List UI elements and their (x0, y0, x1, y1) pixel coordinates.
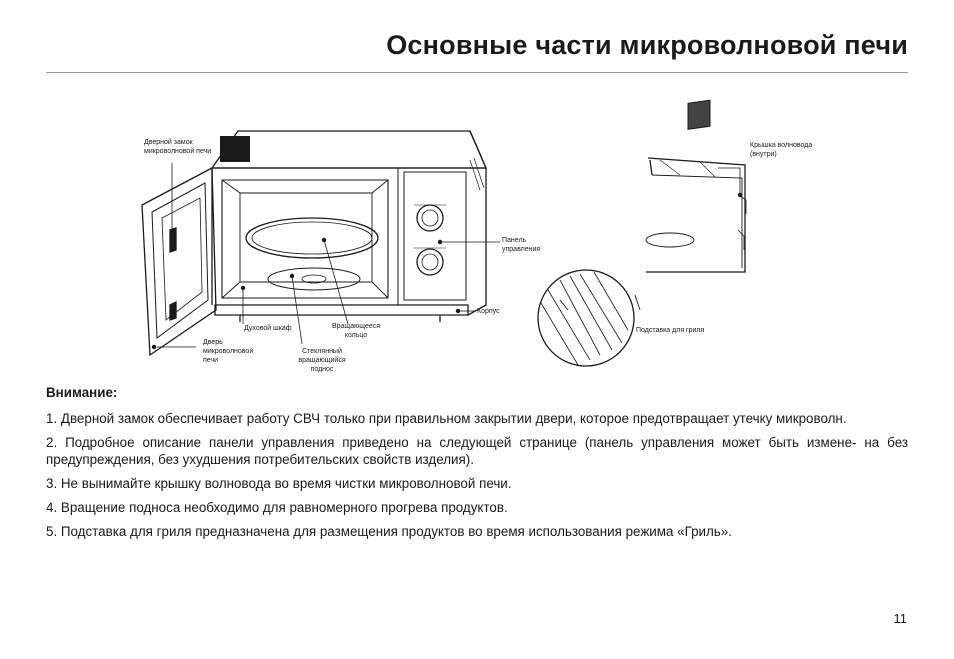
page-title: Основные части микроволновой печи (386, 30, 908, 60)
label-grill-rack: Подставка для гриля (636, 327, 705, 334)
label-cavity: Духовой шкаф (244, 325, 292, 332)
grill-rack-drawing (538, 270, 640, 366)
microwave-body-drawing (142, 131, 486, 355)
note-item: 3. Не вынимайте крышку волновода во время чистки микроволновой печи. (46, 476, 512, 491)
notes-section (46, 384, 908, 547)
label-glass-tray: Стеклянный вращающийся поднос (298, 348, 346, 373)
label-roller-ring: Вращающееся кольцо (331, 323, 381, 339)
notes-heading: Внимание: (46, 385, 118, 400)
label-door: Дверь микроволновой печи (203, 339, 254, 364)
label-waveguide-cover: Крышка волновода (внутри) (750, 142, 813, 158)
note-item: 5. Подставка для гриля предназначена для размещения продуктов во время использования режима «Гриль». (46, 524, 732, 539)
note-item: 4. Вращение подноса необходимо для равномерного прогрева продуктов. (46, 500, 508, 515)
page-number: 11 (893, 611, 907, 626)
label-door-lock: Дверной замок микроволновой печи (144, 139, 212, 155)
waveguide-detail-drawing (646, 100, 746, 272)
leader-lines (154, 163, 740, 347)
label-control-panel: Панель управления (502, 237, 541, 253)
note-item: 1. Дверной замок обеспечивает работу СВЧ только при правильном закрытии двери, которое предотвращает утечку микроволн. (46, 411, 847, 426)
top-vent-icon (220, 136, 250, 162)
label-body: Корпус (477, 308, 500, 315)
note-item: 2. Подробное описание панели управления приведено на следующей странице (панель управления может быть измене- на без предупреждения, без ухудшения потребительских свойств изделия). (46, 435, 908, 467)
